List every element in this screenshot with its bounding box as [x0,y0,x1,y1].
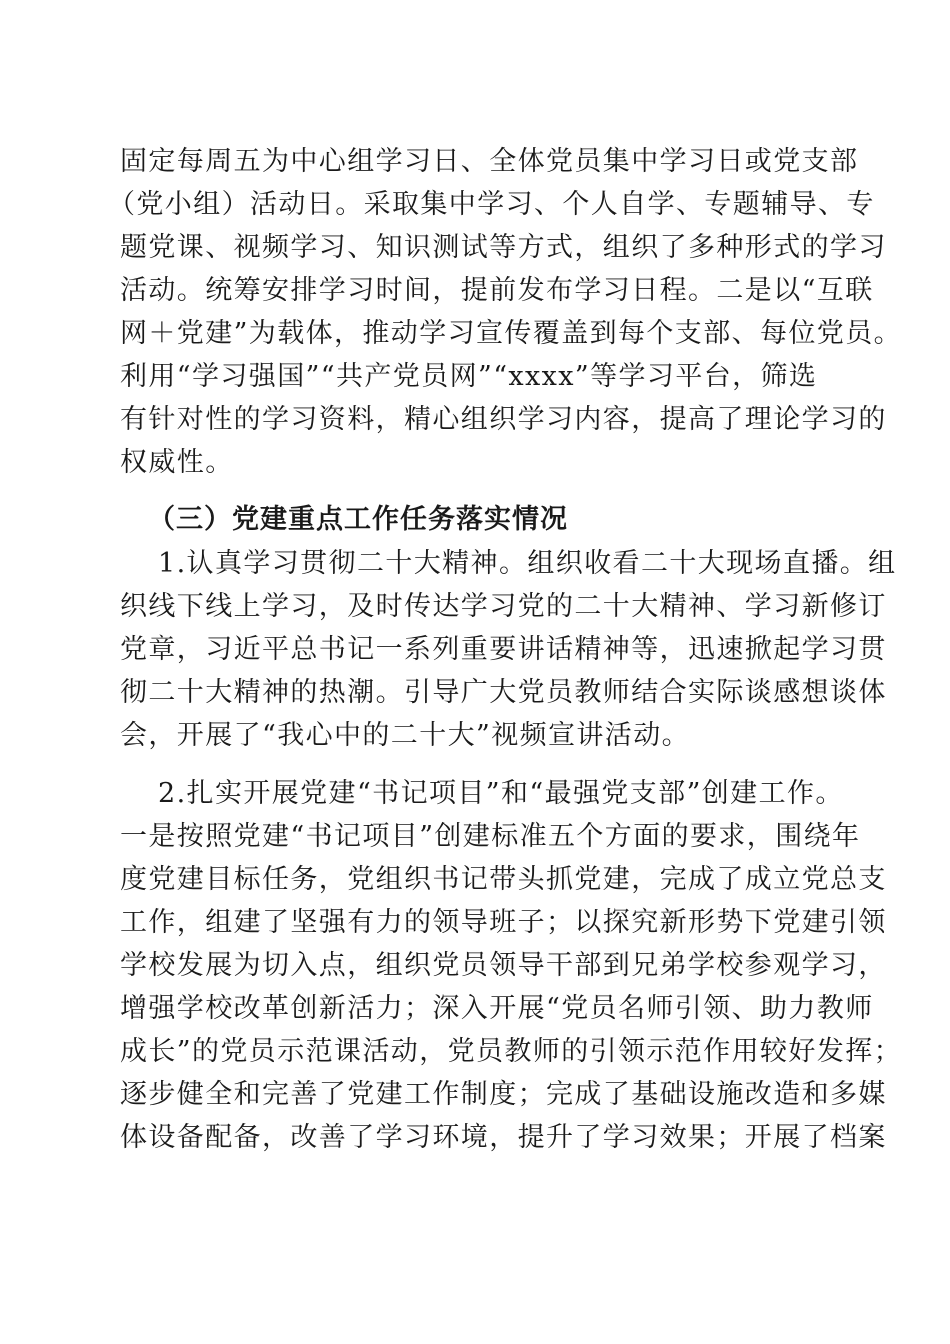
paragraph-line: 会，开展了“我心中的二十大”视频宣讲活动。 [120,720,691,751]
paragraph-line: 体设备配备，改善了学习环境，提升了学习效果；开展了档案 [120,1122,887,1153]
paragraph-line: 逐步健全和完善了党建工作制度；完成了基础设施改造和多媒 [120,1079,887,1110]
paragraph-line: 2.扎实开展党建“书记项目”和“最强党支部”创建工作。 [158,778,844,809]
paragraph-line: 彻二十大精神的热潮。引导广大党员教师结合实际谈感想谈体 [120,677,887,708]
paragraph-line: 固定每周五为中心组学习日、全体党员集中学习日或党支部 [120,146,859,177]
paragraph-line: 题党课、视频学习、知识测试等方式，组织了多种形式的学习 [120,232,887,263]
paragraph-line: 一是按照党建“书记项目”创建标准五个方面的要求，围绕年 [120,821,861,852]
paragraph-line: 活动。统筹安排学习时间，提前发布学习日程。二是以“互联 [120,275,874,306]
paragraph-line: 成长”的党员示范课活动，党员教师的引领示范作用较好发挥； [120,1036,903,1067]
paragraph-line: 度党建目标任务，党组织书记带头抓党建，完成了成立党总支 [120,864,887,895]
paragraph-line: （党小组）活动日。采取集中学习、个人自学、专题辅导、专 [108,189,875,220]
paragraph-line: 权威性。 [120,447,234,478]
paragraph-line: 增强学校改革创新活力；深入开展“党员名师引领、助力教师 [120,993,874,1024]
paragraph-line: 党章，习近平总书记一系列重要讲话精神等，迅速掀起学习贯 [120,634,887,665]
paragraph-line: 有针对性的学习资料，精心组织学习内容，提高了理论学习的 [120,404,887,435]
paragraph-line: 织线下线上学习，及时传达学习党的二十大精神、学习新修订 [120,591,887,622]
paragraph-line: 工作，组建了坚强有力的领导班子；以探究新形势下党建引领 [120,907,887,938]
paragraph-line: 1.认真学习贯彻二十大精神。组织收看二十大现场直播。组 [158,548,897,579]
paragraph-line: 学校发展为切入点，组织党员领导干部到兄弟学校参观学习， [120,950,887,981]
paragraph-line: 网＋党建”为载体，推动学习宣传覆盖到每个支部、每位党员。 [120,318,903,349]
section-heading: （三）党建重点工作任务落实情况 [148,504,568,535]
paragraph-line: 利用“学习强国”“共产党员网”“xxxx”等学习平台，筛选 [120,361,818,392]
